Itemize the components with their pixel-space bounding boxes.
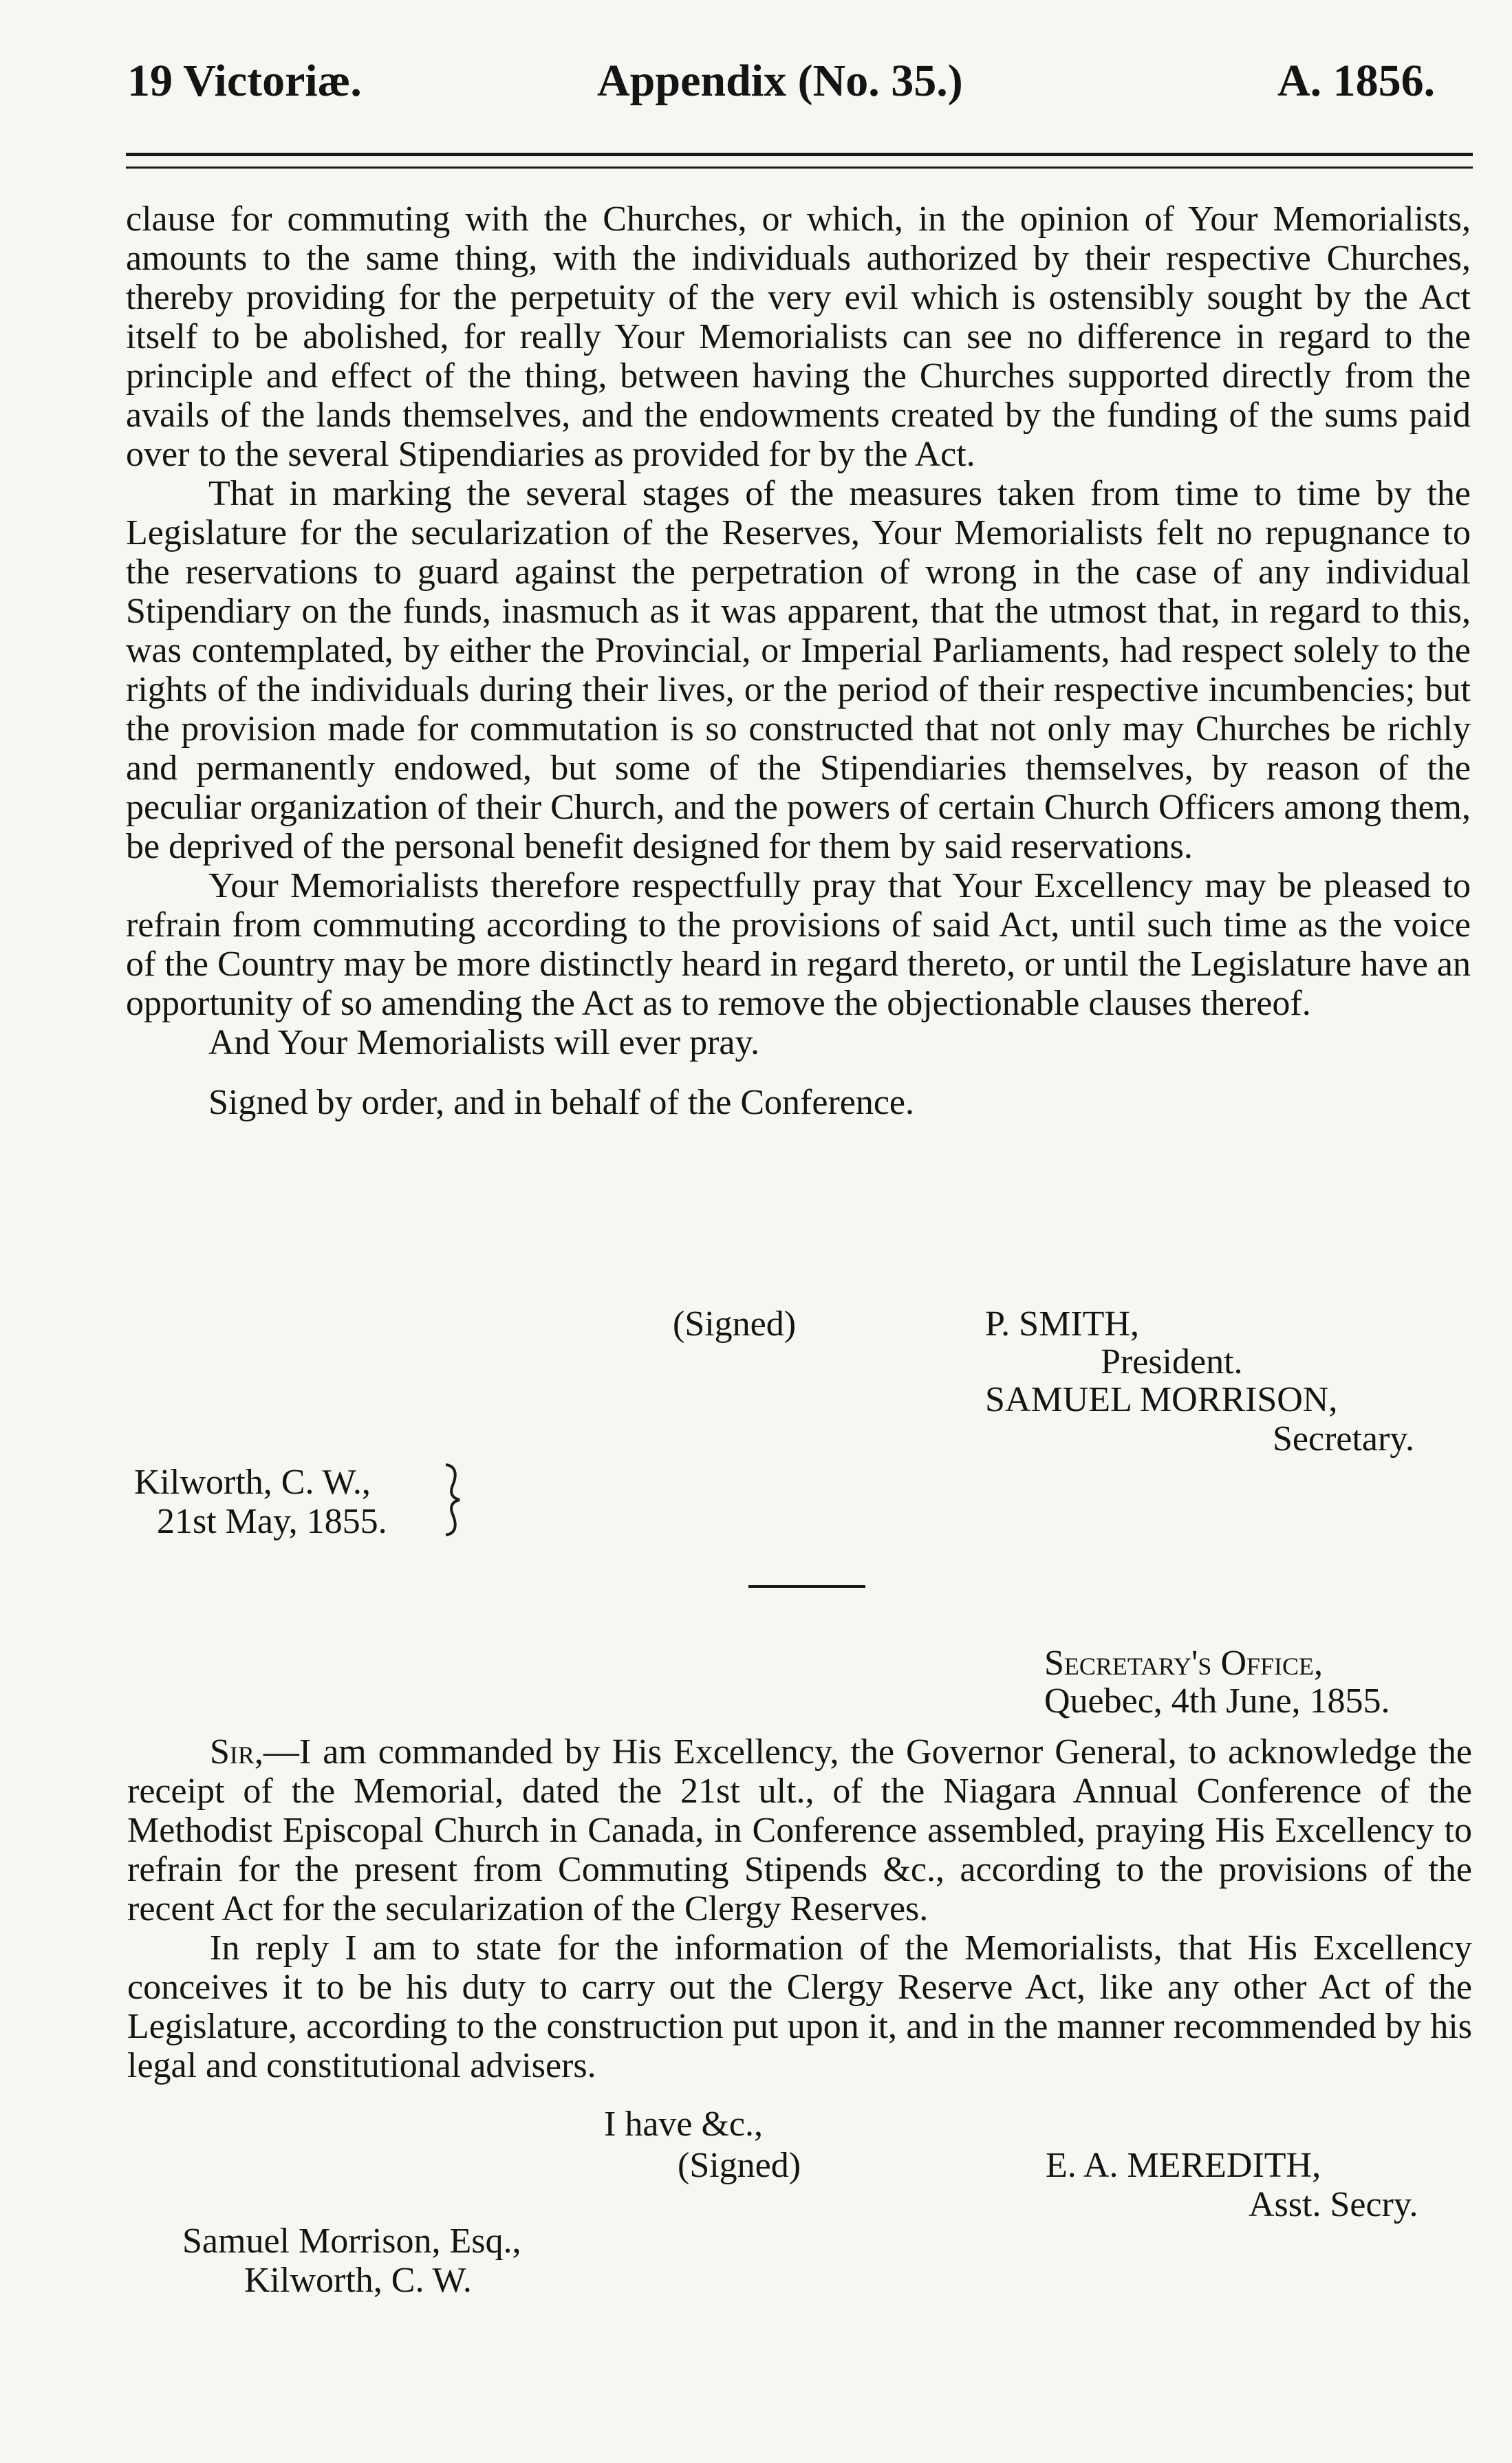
letter-signed-label: (Signed) [678, 2146, 801, 2185]
memorial-paragraph-3: Your Memorialists therefore respectfully pray that Your Excellency may be pleased to refrain from commuting according to the provisions of said Act, until such time as the voice of the Country may be more distinctly heard in regard thereto, or until the Legislature have an opportunity of so amending the Act as to remove the objectionable clauses thereof. [126, 866, 1471, 1023]
letter-body [127, 1732, 1472, 2085]
letter-signer-name: E. A. MEREDITH, [1046, 2146, 1321, 2185]
header-appendix: Appendix (No. 35.) [597, 56, 963, 106]
letter-addressee-place: Kilworth, C. W. [244, 2261, 472, 2300]
header-rule-thin [126, 166, 1473, 169]
letter-salutation: Sir, [210, 1732, 263, 1772]
letter-paragraph-1 [127, 1732, 1472, 1928]
header-session: 19 Victoriæ. [127, 56, 362, 106]
letter-closing: I have &c., [604, 2105, 764, 2144]
section-divider [748, 1585, 865, 1588]
signer-secretary-title: Secretary. [1273, 1419, 1414, 1459]
memorial-place: Kilworth, C. W., [134, 1463, 371, 1502]
letter-paragraph-2: In reply I am to state for the information of the Memorialists, that His Excellency conceives it to be his duty to carry out the Clergy Reserve Act, like any other Act of the Legislature, according to the construction put upon it, and in the manner recommended by his legal and constitutional advisers. [127, 1928, 1472, 2085]
memorial-signed-label: (Signed) [673, 1304, 797, 1344]
memorial-paragraph-2: That in marking the several stages of the measures taken from time to time by the Legislature for the secularization of the Reserves, Your Memorialists felt no repugnance to the reservations to guard against the perpetration of wrong in the case of any individual Stipendiary on the funds, inasmuch as it was apparent, that the utmost that, in regard to this, was contemplated, by either the Provincial, or Imperial Parliaments, had respect solely to the rights of the individuals during their lives, or the period of their respective incumbencies; but the provision made for commutation is so constructed that not only may Churches be richly and permanently endowed, but some of the Stipendiaries themselves, by reason of the peculiar organization of their Church, and the powers of certain Church Officers among them, be deprived of the personal benefit designed for them by said reservations. [126, 474, 1471, 866]
letter-signer-title: Asst. Secry. [1249, 2185, 1418, 2224]
signer-secretary-name: SAMUEL MORRISON, [985, 1380, 1338, 1419]
curly-brace-icon [442, 1462, 462, 1538]
header-year: A. 1856. [1277, 56, 1436, 106]
letter-paragraph-1-text: —I am commanded by His Excellency, the Governor General, to acknowledge the receipt of the Memorial, dated the 21st ult., of the Niagara Annual Conference of the Methodist Episcopal Church in Canada, in Conference assembled, praying His Excellency to refrain for the present from Commuting Stipends &c., according to the provisions of the recent Act for the secularization of the Clergy Reserves. [127, 1732, 1472, 1928]
memorial-date: 21st May, 1855. [157, 1502, 387, 1541]
letter-place-date: Quebec, 4th June, 1855. [1044, 1681, 1390, 1721]
memorial-signed-by: Signed by order, and in behalf of the Conference. [208, 1083, 915, 1122]
header-rule-thick [126, 153, 1473, 156]
memorial-paragraph-1: clause for commuting with the Churches, or which, in the opinion of Your Memorialists, amounts to the same thing, with the individuals authorized by their respective Churches, thereby providing for the perpetuity of the very evil which is ostensibly sought by the Act itself to be abolished, for really Your Memorialists can see no difference in regard to the principle and effect of the thing, between having the Churches supported directly from the avails of the lands themselves, and the endowments created by the funding of the sums paid over to the several Stipendiaries as provided for by the Act. [126, 200, 1471, 474]
letter-office: Secretary's Office, [1044, 1644, 1324, 1683]
letter-addressee-name: Samuel Morrison, Esq., [182, 2222, 521, 2261]
memorial-body [126, 200, 1471, 1122]
memorial-closing: And Your Memorialists will ever pray. [208, 1023, 760, 1062]
signer-president-title: President. [1101, 1342, 1243, 1381]
signer-president-name: P. SMITH, [985, 1304, 1139, 1344]
